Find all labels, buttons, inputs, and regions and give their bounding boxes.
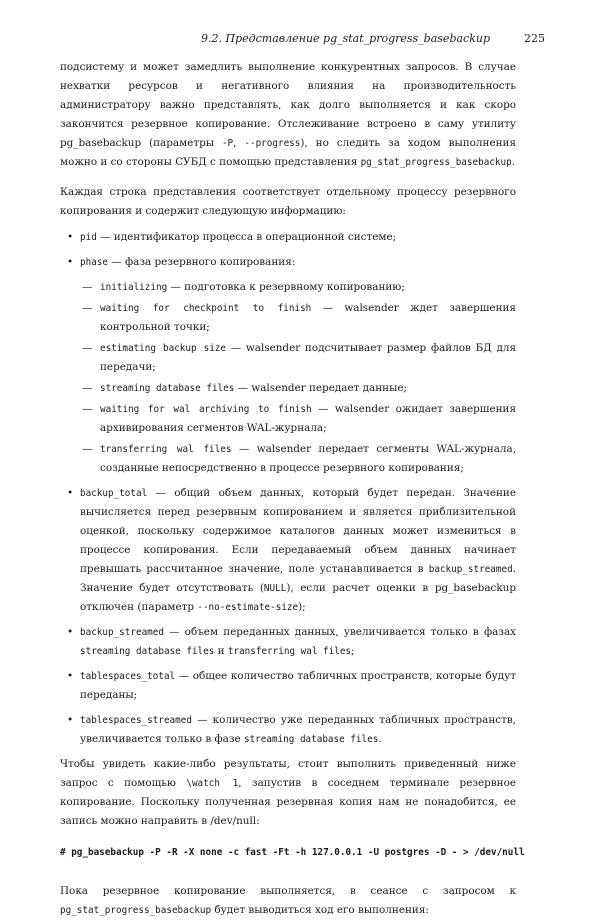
progress-paragraph: Пока резервное копирование выполняется, в сеансе с запросом к pg_stat_progress_basebackup будет выводиться ход его выполнения:	[60, 885, 516, 916]
phase-item: — waiting for checkpoint to finish — walsender ждет завершения контрольной точки;	[60, 299, 516, 337]
page-number: 225	[524, 32, 545, 45]
phase-item: — estimating backup size — walsender подсчитывает размер файлов БД для передачи;	[60, 339, 516, 377]
intro-paragraph: подсистему и может замедлить выполнение конкурентных запросов. В случае нехватки ресурсов и негативного влияния на производительность администратору важно представлять, как долго выполняется и как скоро закончится резервное копирование. Отслеживание встроено в саму утилиту pg_basebackup (параметры -P, --progress), но следить за ходом выполнения можно и со стороны СУБД с помощью представления pg_stat_progress_basebackup.	[60, 61, 516, 168]
field-list	[60, 228, 516, 272]
field-item-tablespaces-total: • tablespaces_total — общее количество табличных пространств, которые будут переданы;	[60, 667, 516, 705]
watch-paragraph: Чтобы увидеть какие-либо результаты, стоит выполнить приведенный ниже запрос с помощью \watch 1, запустив в соседнем терминале резервное копирование. Поскольку полученная резервная копия нам не понадобится, ее запись можно направить в /dev/null:	[60, 758, 516, 827]
field-item-pid: • pid — идентификатор процесса в операционной системе;	[60, 228, 516, 247]
field-item-backup-streamed: • backup_streamed — объем переданных данных, увеличивается только в фазах streaming database files и transferring wal files;	[60, 623, 516, 661]
phase-item: — streaming database files — walsender передает данные;	[60, 379, 516, 398]
page-header	[60, 29, 545, 45]
phase-item: — initializing — подготовка к резервному копированию;	[60, 278, 516, 297]
field-item-phase: • phase — фаза резервного копирования:	[60, 253, 516, 272]
phase-item: — waiting for wal archiving to finish — walsender ожидает завершения архивирования сегментов WAL-журнала;	[60, 400, 516, 438]
chapter-title: 9.2. Представление pg_stat_progress_basebackup	[201, 32, 490, 45]
field-item-backup-total: • backup_total — общий объем данных, который будет передан. Значение вычисляется перед резервным копированием и является приблизительной оценкой, поскольку содержимое каталогов данных может измениться в процессе копирования. Если передаваемый объем данных начинает превышать рассчитанное значение, поле устанавливается в backup_streamed. Значение будет отсутствовать (NULL), если расчет оценки в pg_basebackup отключен (параметр --no-estimate-size);	[60, 484, 516, 617]
field-item-tablespaces-streamed: • tablespaces_streamed — количество уже переданных табличных пространств, увеличивается только в фазе streaming database files.	[60, 711, 516, 749]
view-description-paragraph: Каждая строка представления соответствует отдельному процессу резервного копирования и содержит следующую информацию:	[60, 186, 516, 217]
field-list-continued	[60, 484, 516, 749]
command-line: # pg_basebackup -P -R -X none -c fast -Ft -h 127.0.0.1 -U postgres -D - > /dev/null	[60, 847, 525, 858]
phase-item: — transferring wal files — walsender передает сегменты WAL-журнала, созданные непосредственно в процессе резервного копирования;	[60, 440, 516, 478]
phase-list	[60, 278, 516, 478]
page-content	[60, 58, 525, 920]
